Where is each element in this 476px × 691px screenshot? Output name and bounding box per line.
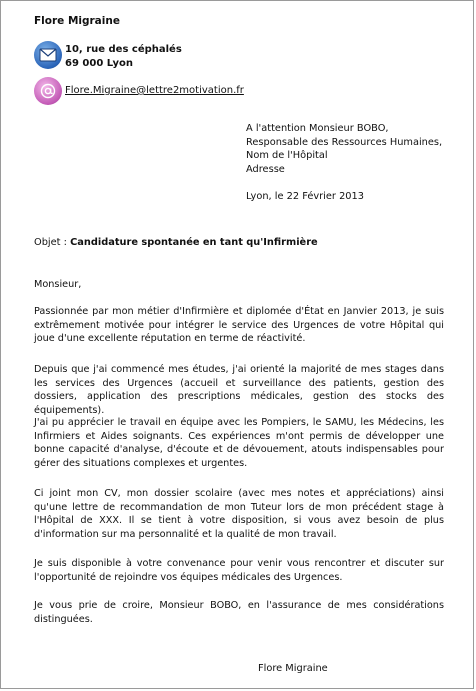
at-sign-icon [34, 77, 62, 105]
paragraph-5: Je suis disponible à votre convenance pour venir vous rencontrer et discuter sur l'opportunité de rejoindre vos équipes médicales des Urgences. [34, 558, 444, 583]
signature: Flore Migraine [258, 663, 328, 674]
paragraph-4: Ci joint mon CV, mon dossier scolaire (avec mes notes et appréciations) ainsi qu'une lettre de recommandation de mon Tuteur lors de mon précédent stage à l'Hôpital de XXX. Il se tient à votre disposition, si vous avez besoin de plus d'information sur ma personnalité et la qualité de mon travail. [34, 488, 444, 540]
paragraph-1: Passionnée par mon métier d'Infirmière et diplomée d'État en Janvier 2013, je suis extrêmement motivée pour intégrer le service des Urgences de votre Hôpital qui joue d'une excellente réputation en terme de réactivité. [34, 306, 444, 345]
sender-name: Flore Migraine [34, 15, 120, 27]
address-line-2: 69 000 Lyon [65, 58, 133, 69]
recipient-line-3: Nom de l'Hôpital [246, 150, 328, 162]
recipient-line-4: Adresse [246, 163, 285, 175]
paragraph-6: Je vous prie de croire, Monsieur BOBO, en l'assurance de mes considérations distinguées. [34, 600, 444, 625]
salutation: Monsieur, [34, 279, 82, 290]
recipient-line-2: Responsable des Ressources Humaines, [246, 136, 443, 148]
subject-label: Objet : [34, 237, 67, 248]
recipient-line-1: A l'attention Monsieur BOBO, [246, 123, 389, 134]
paragraph-3: J'ai pu apprécier le travail en équipe avec les Pompiers, le SAMU, les Médecins, les Infirmiers et Aides soignants. Ces expériences m'ont permis de développer une bonne capacité d'analyse, d'écoute et de dévouement, atouts indispensables pour gérer des situations complexes et urgentes. [34, 417, 444, 469]
sender-address [65, 43, 182, 71]
subject-text: Candidature spontanée en tant qu'Infirmière [70, 237, 318, 248]
subject-line [34, 237, 318, 248]
sender-email-link[interactable]: Flore.Migraine@lettre2motivation.fr [65, 85, 244, 96]
letter-date: Lyon, le 22 Février 2013 [246, 191, 365, 202]
envelope-icon [34, 41, 62, 69]
paragraph-2: Depuis que j'ai commencé mes études, j'ai orienté la majorité de mes stages dans les services des Urgences (accueil et surveillance des patients, gestion des dossiers, application des prescriptions médicales, gestion des stocks des équipements). [34, 364, 444, 416]
address-line-1: 10, rue des céphalés [65, 44, 182, 55]
recipient-block [246, 122, 442, 176]
